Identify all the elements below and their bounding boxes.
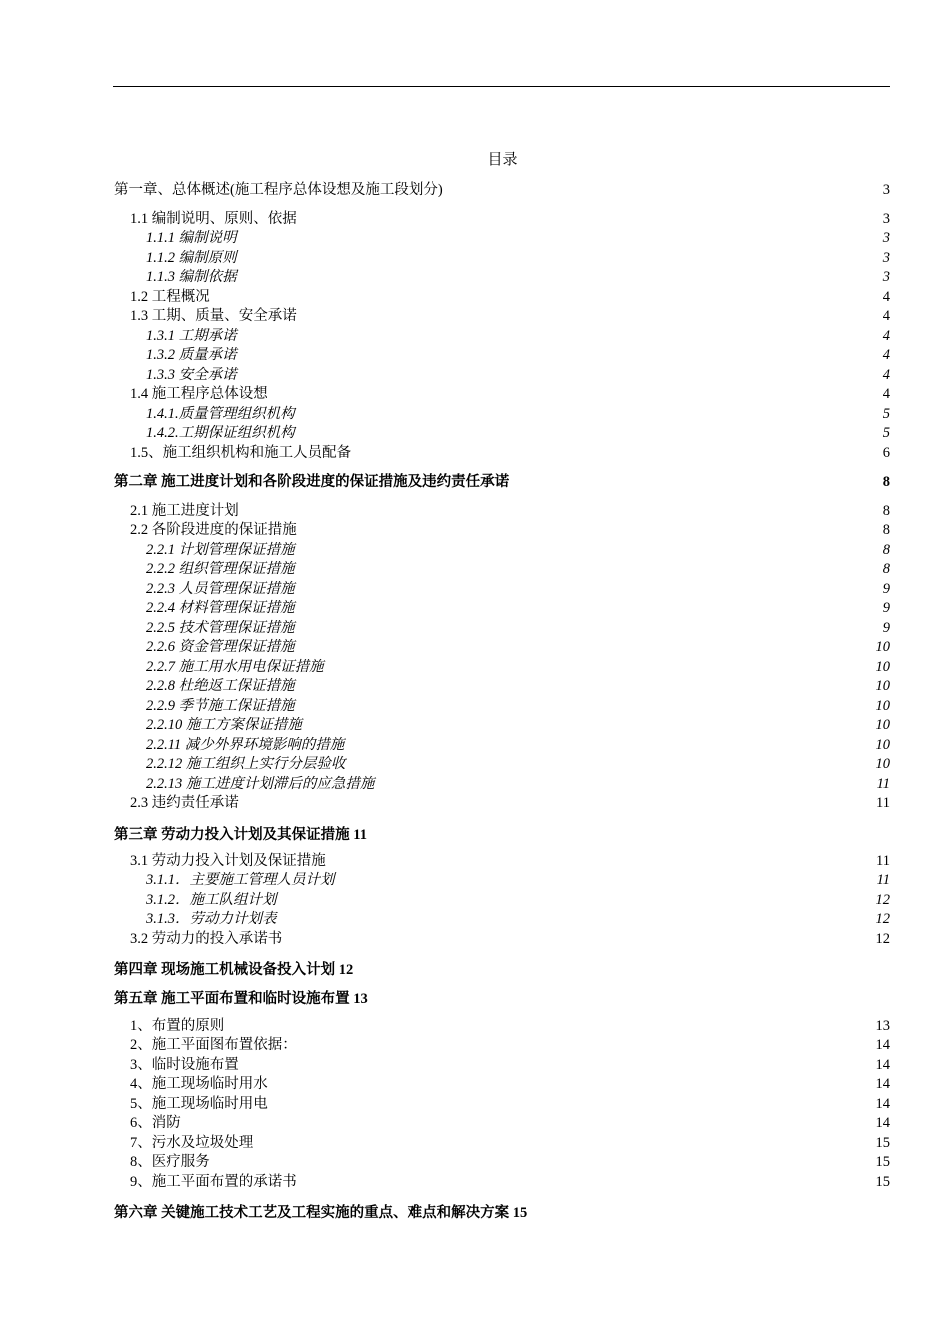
toc-entry[interactable]: 1.5、施工组织机构和施工人员配备 6 <box>130 444 890 461</box>
toc-entry[interactable]: 6、消防 14 <box>130 1115 890 1131</box>
toc-chapter-4[interactable]: 第四章 现场施工机械设备投入计划 12 <box>114 962 354 978</box>
toc-entry[interactable]: 3.1.3．劳动力计划表 12 <box>146 911 890 927</box>
header-rule <box>113 86 890 87</box>
toc-entry[interactable]: 2.2.5 技术管理保证措施 9 <box>146 619 890 636</box>
toc-chapter-2[interactable]: 第二章 施工进度计划和各阶段进度的保证措施及违约责任承诺 8 <box>114 473 890 490</box>
toc-entry[interactable]: 3.1.1．主要施工管理人员计划 11 <box>146 872 890 888</box>
toc-entry[interactable]: 4、施工现场临时用水 14 <box>130 1076 890 1092</box>
toc-entry[interactable]: 2.2.7 施工用水用电保证措施 10 <box>146 658 890 675</box>
toc-entry[interactable]: 2.2.11 减少外界环境影响的措施 10 <box>146 736 890 753</box>
toc-entry[interactable]: 1.1 编制说明、原则、依据 3 <box>130 210 890 227</box>
toc-entry[interactable]: 1.1.2 编制原则 3 <box>146 249 890 266</box>
toc-entry[interactable]: 1.3.3 安全承诺 4 <box>146 366 890 383</box>
toc-title: 目录 <box>487 152 518 168</box>
toc-entry[interactable]: 2.2.13 施工进度计划滞后的应急措施 11 <box>146 775 890 792</box>
toc-entry[interactable]: 3.1.2．施工队组计划 12 <box>146 891 890 908</box>
toc-entry[interactable]: 9、施工平面布置的承诺书 15 <box>130 1173 890 1190</box>
toc-entry[interactable]: 3.2 劳动力的投入承诺书 12 <box>130 930 890 947</box>
toc-entry[interactable]: 7、污水及垃圾处理 15 <box>130 1134 890 1151</box>
toc-entry[interactable]: 2.2.3 人员管理保证措施 9 <box>146 580 890 597</box>
toc-entry[interactable]: 1.3 工期、质量、安全承诺 4 <box>130 308 890 324</box>
toc-entry[interactable]: 2.3 违约责任承诺 11 <box>130 795 890 811</box>
toc-entry[interactable]: 2.2.9 季节施工保证措施 10 <box>146 697 890 714</box>
toc-entry[interactable]: 2.2.8 杜绝返工保证措施 10 <box>146 678 890 694</box>
toc-entry[interactable]: 2.2.12 施工组织上实行分层验收 10 <box>146 756 890 772</box>
toc-entry[interactable]: 2.1 施工进度计划 8 <box>130 502 890 519</box>
toc-chapter-3[interactable]: 第三章 劳动力投入计划及其保证措施 11 <box>114 827 367 843</box>
toc-entry[interactable]: 1.2 工程概况 4 <box>130 288 890 305</box>
toc-entry[interactable]: 1.4 施工程序总体设想 4 <box>130 386 890 402</box>
toc-entry[interactable]: 3.1 劳动力投入计划及保证措施 11 <box>130 852 890 869</box>
toc-entry[interactable]: 2.2.6 资金管理保证措施 10 <box>146 639 890 655</box>
toc-entry[interactable]: 1.3.1 工期承诺 4 <box>146 327 890 344</box>
toc-entry[interactable]: 1.3.2 质量承诺 4 <box>146 347 890 363</box>
toc-entry[interactable]: 5、施工现场临时用电 14 <box>130 1095 890 1112</box>
toc-entry[interactable]: 2、施工平面图布置依据： 14 <box>130 1037 890 1053</box>
toc-entry[interactable]: 2.2 各阶段进度的保证措施 8 <box>130 522 890 538</box>
toc-entry[interactable]: 1.1.1 编制说明 3 <box>146 230 890 246</box>
toc-entry[interactable]: 1.4.1.质量管理组织机构 5 <box>146 405 890 422</box>
toc-entry[interactable]: 2.2.10 施工方案保证措施 10 <box>146 717 890 733</box>
toc-entry[interactable]: 1、布置的原则 13 <box>130 1017 890 1034</box>
toc-chapter-1[interactable]: 第一章、总体概述(施工程序总体设想及施工段划分) 3 <box>114 181 890 198</box>
toc-chapter-6[interactable]: 第六章 关键施工技术工艺及工程实施的重点、难点和解决方案 15 <box>114 1205 528 1221</box>
toc-entry[interactable]: 2.2.1 计划管理保证措施 8 <box>146 541 890 558</box>
toc-entry[interactable]: 2.2.4 材料管理保证措施 9 <box>146 600 890 616</box>
toc-entry[interactable]: 2.2.2 组织管理保证措施 8 <box>146 561 890 577</box>
toc-entry[interactable]: 1.1.3 编制依据 3 <box>146 269 890 285</box>
toc-entry[interactable]: 3、临时设施布置 14 <box>130 1056 890 1073</box>
toc-entry[interactable]: 8、医疗服务 15 <box>130 1154 890 1170</box>
toc-chapter-5[interactable]: 第五章 施工平面布置和临时设施布置 13 <box>114 991 368 1007</box>
toc-entry[interactable]: 1.4.2.工期保证组织机构 5 <box>146 425 890 441</box>
